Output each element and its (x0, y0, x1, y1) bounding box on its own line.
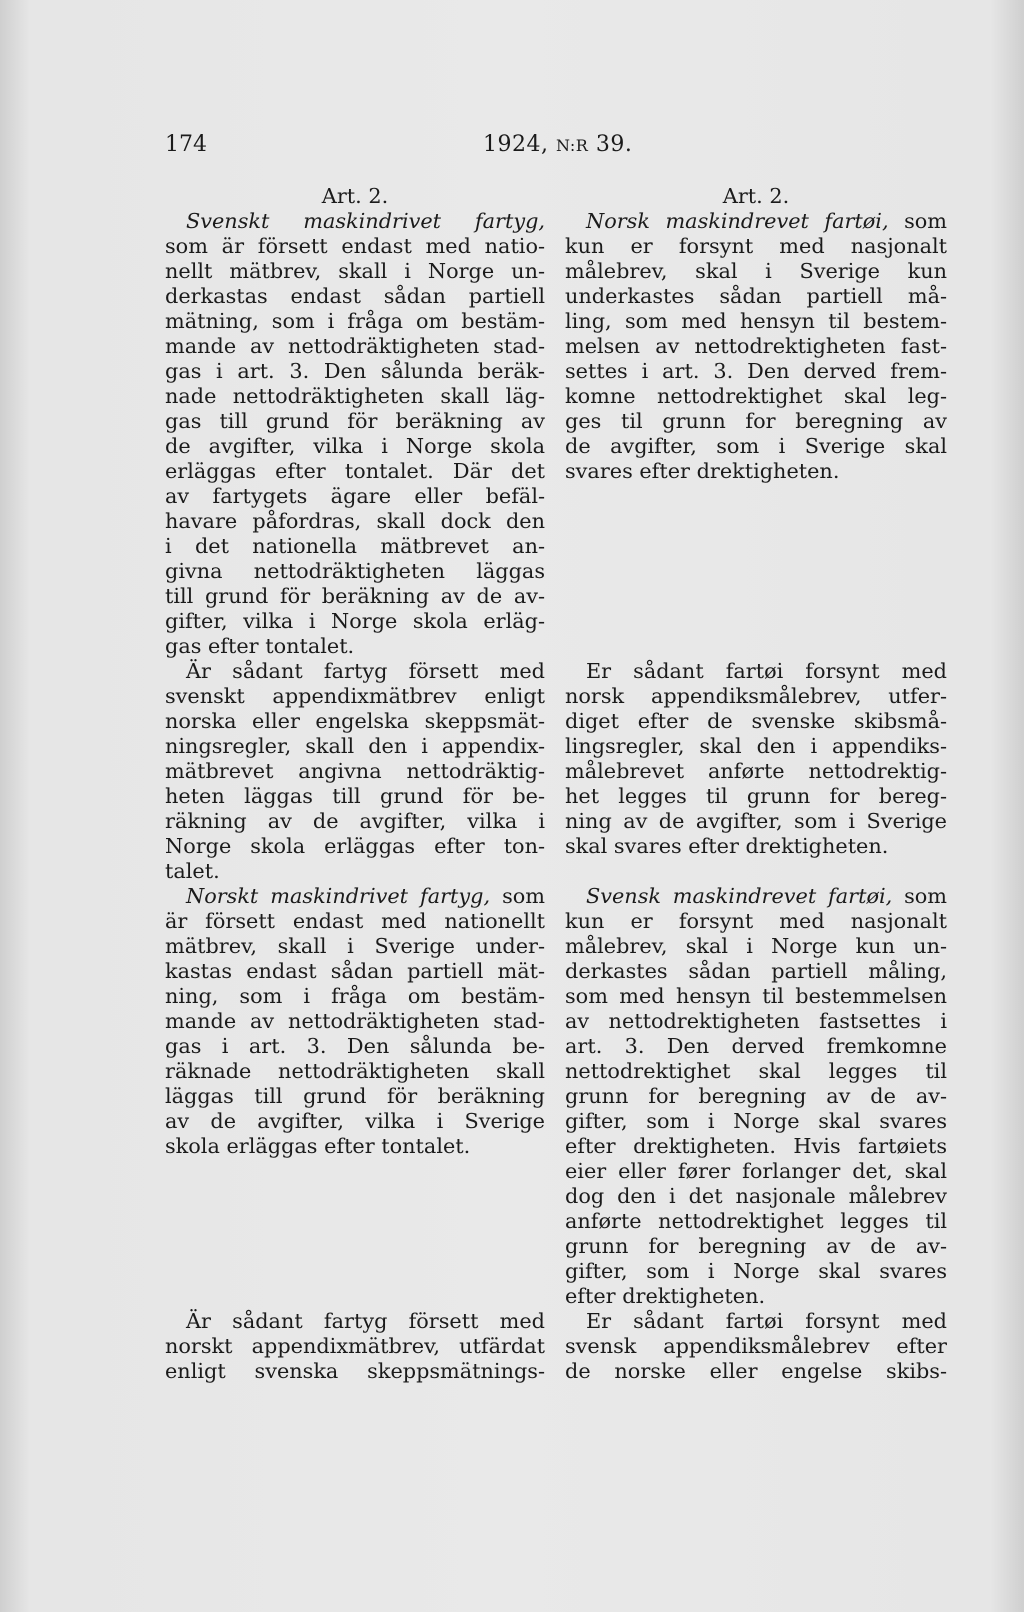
text-line: som med hensyn til bestemmelsen (565, 984, 947, 1008)
text-line: lingsregler, skal den i appendiks- (565, 734, 947, 758)
text-line: räknade nettodräktigheten skall (165, 1059, 545, 1083)
text-line: kun er forsynt med nasjonalt (565, 909, 947, 933)
text-line: underkastes sådan partiell må- (565, 284, 947, 308)
italic-lead: maskindrivet (303, 209, 442, 233)
paragraph-first-line: Är sådant fartyg försett med (186, 659, 545, 683)
text-line: de avgifter, som i Sverige skal (565, 434, 947, 458)
paragraph-last-line: efter drektigheten. (565, 1284, 766, 1308)
text-line: dog den i det nasjonale målebrev (565, 1184, 947, 1208)
text-line: settes i art. 3. Den derved frem- (565, 359, 947, 383)
text-line: anførte nettodrektighet legges til (565, 1209, 947, 1233)
page-number: 174 (165, 132, 207, 157)
text-line: eier eller fører forlanger det, skal (565, 1159, 947, 1183)
text-line: mätning, som i fråga om bestäm- (165, 309, 545, 333)
text-line: diget efter de svenske skibsmå- (565, 709, 947, 733)
lead-continuation: som (904, 884, 947, 908)
paragraph-last-line: skal svares efter drektigheten. (565, 834, 889, 858)
text-line: i det nationella mätbrevet an- (165, 534, 545, 558)
text-line: grunn for beregning av de av- (565, 1234, 947, 1258)
text-line: kastas endast sådan partiell mät- (165, 959, 545, 983)
text-line: som är försett endast med natio- (165, 234, 545, 258)
text-line: efter drektigheten. Hvis fartøiets (565, 1134, 947, 1158)
text-line: nettodrektighet skal legges til (565, 1059, 947, 1083)
text-line: mande av nettodräktigheten stad- (165, 334, 545, 358)
text-line: kun er forsynt med nasjonalt (565, 234, 947, 258)
text-line: norsk appendiksmålebrev, utfer- (565, 684, 947, 708)
text-line: komne nettodrektighet skal leg- (565, 384, 947, 408)
italic-lead: Svensk maskindrevet fartøi, (586, 884, 893, 908)
text-line: heten läggas till grund för be- (165, 784, 545, 808)
text-line: målebrevet anførte nettodrektig- (565, 759, 947, 783)
text-line: ning, som i fråga om bestäm- (165, 984, 545, 1008)
italic-lead: fartyg, (474, 209, 545, 233)
paragraph-last-line: skola erläggas efter tontalet. (165, 1134, 471, 1158)
text-line: svenskt appendixmätbrev enligt (165, 684, 545, 708)
paragraph-last-line: talet. (165, 859, 220, 883)
text-line: havare påfordras, skall dock den (165, 509, 545, 533)
text-line: målebrev, skal i Norge kun un- (565, 934, 947, 958)
text-line: enligt svenska skeppsmätnings- (165, 1359, 545, 1383)
text-line: grunn for beregning av de av- (565, 1084, 947, 1108)
norwegian-column (565, 184, 947, 1384)
text-line: ning av de avgifter, som i Sverige (565, 809, 947, 833)
article-heading: Art. 2. (321, 184, 389, 208)
text-line: norska eller engelska skeppsmät- (165, 709, 545, 733)
italic-lead: Norskt maskindrivet fartyg, (186, 884, 491, 908)
text-line: art. 3. Den derved fremkomne (565, 1034, 947, 1058)
text-line: gifter, vilka i Norge skola erläg- (165, 609, 545, 633)
text-line: till grund för beräkning av de av- (165, 584, 545, 608)
text-line: mätbrevet angivna nettodräktig- (165, 759, 545, 783)
text-line: derkastes sådan partiell måling, (565, 959, 947, 983)
text-line: av de avgifter, vilka i Sverige (165, 1109, 545, 1133)
text-line: gas till grund för beräkning av (165, 409, 545, 433)
text-line: nade nettodräktigheten skall läg- (165, 384, 545, 408)
paragraph-first-line (565, 884, 947, 909)
text-line: gas i art. 3. Den sålunda beräk- (165, 359, 545, 383)
text-line: derkastas endast sådan partiell (165, 284, 545, 308)
paragraph-first-line (165, 209, 545, 234)
text-line: de avgifter, vilka i Norge skola (165, 434, 545, 458)
text-line: erläggas efter tontalet. Där det (165, 459, 545, 483)
text-line: givna nettodräktigheten läggas (165, 559, 545, 583)
text-line: ling, som med hensyn til bestem- (565, 309, 947, 333)
paragraph-first-line (565, 209, 947, 234)
text-line: målebrev, skal i Sverige kun (565, 259, 947, 283)
paragraph-first-line: Är sådant fartyg försett med (186, 1309, 545, 1333)
text-line: melsen av nettodrektigheten fast- (565, 334, 947, 358)
paragraph-first-line (165, 884, 545, 909)
running-head (483, 132, 632, 157)
paragraph-last-line: svares efter drektigheten. (565, 459, 840, 483)
page-header (165, 132, 940, 162)
lead-continuation: som (904, 209, 947, 233)
running-head-year: 1924, (483, 132, 549, 157)
article-heading: Art. 2. (722, 184, 790, 208)
text-line: är försett endast med nationellt (165, 909, 545, 933)
italic-lead: Svenskt (186, 209, 270, 233)
text-line: ges til grunn for beregning av (565, 409, 947, 433)
lead-continuation: som (502, 884, 545, 908)
text-line: Norge skola erläggas efter ton- (165, 834, 545, 858)
text-line: läggas till grund för beräkning (165, 1084, 545, 1108)
swedish-column (165, 184, 545, 1384)
text-line: norskt appendixmätbrev, utfärdat (165, 1334, 545, 1358)
text-line: het legges til grunn for bereg- (565, 784, 947, 808)
paragraph-first-line: Er sådant fartøi forsynt med (586, 659, 947, 683)
paragraph-first-line: Er sådant fartøi forsynt med (586, 1309, 947, 1333)
text-line: mande av nettodräktigheten stad- (165, 1009, 545, 1033)
text-line: mätbrev, skall i Sverige under- (165, 934, 545, 958)
italic-lead: Norsk maskindrevet fartøi, (586, 209, 889, 233)
text-line: gifter, som i Norge skal svares (565, 1259, 947, 1283)
text-line: ningsregler, skall den i appendix- (165, 734, 545, 758)
running-head-nr-label: N:R (555, 136, 589, 155)
text-line: räkning av de avgifter, vilka i (165, 809, 545, 833)
running-head-nr-number: 39. (595, 132, 633, 157)
text-line: av nettodrektigheten fastsettes i (565, 1009, 947, 1033)
text-line: svensk appendiksmålebrev efter (565, 1334, 947, 1358)
text-line: av fartygets ägare eller befäl- (165, 484, 545, 508)
text-line: gifter, som i Norge skal svares (565, 1109, 947, 1133)
paragraph-last-line: gas efter tontalet. (165, 634, 355, 658)
text-line: gas i art. 3. Den sålunda be- (165, 1034, 545, 1058)
text-line: nellt mätbrev, skall i Norge un- (165, 259, 545, 283)
text-line: de norske eller engelse skibs- (565, 1359, 947, 1383)
